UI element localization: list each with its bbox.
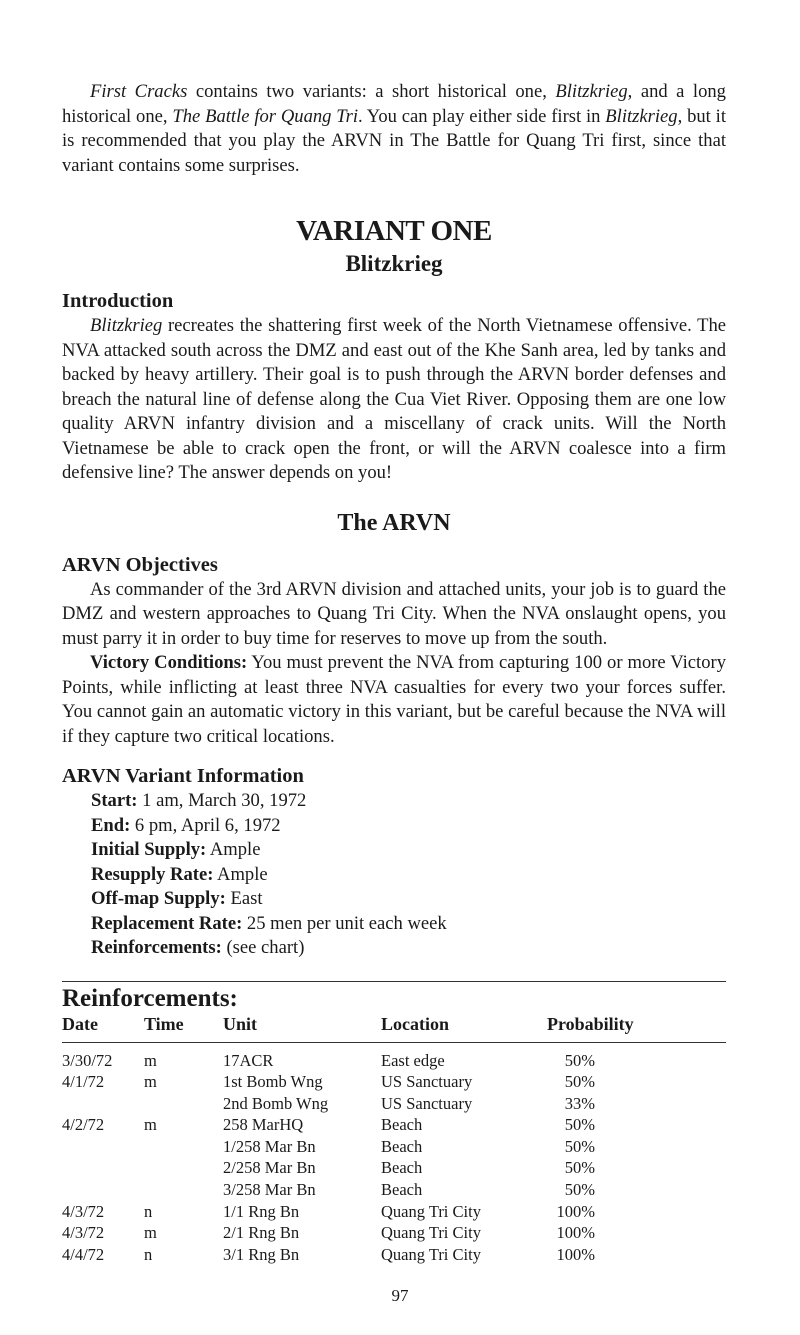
cell-date: 3/30/72 [62, 1050, 113, 1070]
info-initial-supply [91, 838, 726, 863]
info-label: Replacement Rate: [91, 912, 243, 934]
info-label: Reinforcements: [91, 937, 222, 958]
cell-unit: 2/258 Mar Bn [223, 1158, 316, 1178]
cell-date: 4/4/72 [62, 1244, 105, 1264]
col-probability-header: Probability [547, 1013, 634, 1034]
info-value: 25 men per unit each week [242, 912, 447, 934]
page-number: 97 [391, 1286, 409, 1305]
cell-probability: 50% [564, 1158, 595, 1178]
cell-probability: 50% [564, 1072, 595, 1092]
col-location-header: Location [381, 1013, 450, 1034]
cell-probability: 50% [564, 1136, 595, 1156]
cell-location: Beach [381, 1158, 423, 1178]
info-value: 1 am, March 30, 1972 [137, 790, 307, 811]
col-unit-header: Unit [223, 1013, 258, 1034]
cell-date: 4/2/72 [62, 1115, 105, 1135]
introduction-heading: Introduction [62, 290, 174, 312]
cell-location: Beach [381, 1180, 423, 1200]
intro-paragraph [62, 80, 726, 178]
cell-time: m [144, 1072, 157, 1092]
cell-unit: 258 MarHQ [223, 1115, 304, 1135]
objectives-heading: ARVN Objectives [62, 553, 218, 576]
cell-date: 4/3/72 [62, 1201, 105, 1221]
table-row [62, 1072, 726, 1094]
info-replacement-rate [91, 912, 726, 937]
cell-probability: 50% [564, 1115, 595, 1135]
text-run: , but it is recommended that you play the ARVN in The Battle for Quang Tri first, since that variant contains some surprises. [62, 105, 726, 176]
info-value: (see chart) [221, 937, 305, 958]
table-top-rule [62, 981, 726, 982]
cell-probability: 100% [556, 1223, 595, 1243]
table-row [62, 1115, 726, 1137]
text-run: , and a long historical one, [62, 81, 726, 127]
text-run: contains two variants: a short historical one, [187, 81, 556, 102]
table-row [62, 1158, 726, 1180]
cell-location: US Sanctuary [381, 1093, 473, 1113]
table-row [62, 1180, 726, 1202]
cell-unit: 1/258 Mar Bn [223, 1136, 316, 1156]
cell-unit: 1st Bomb Wng [223, 1072, 323, 1092]
cell-unit: 17ACR [223, 1050, 274, 1070]
table-row [62, 1245, 726, 1267]
cell-location: Beach [381, 1115, 423, 1135]
col-time-header: Time [144, 1013, 184, 1034]
cell-probability: 100% [556, 1244, 595, 1264]
cell-unit: 3/258 Mar Bn [223, 1180, 316, 1200]
table-row [62, 1094, 726, 1116]
cell-probability: 50% [564, 1180, 595, 1200]
objectives-paragraph: As commander of the 3rd ARVN division and attached units, your job is to guard the DMZ and western approaches to Quang Tri City. When the NVA onslaught opens, you must parry it in order to buy time for reserves to move up from the south. [62, 578, 726, 649]
variant-info-list [91, 789, 726, 961]
document-page [62, 80, 726, 1266]
info-label: Off-map Supply: [91, 888, 226, 909]
cell-probability: 50% [564, 1050, 595, 1070]
cell-unit: 2nd Bomb Wng [223, 1093, 329, 1113]
info-label: Resupply Rate: [91, 863, 214, 885]
table-row [62, 1202, 726, 1224]
variant-subtitle: Blitzkrieg [345, 251, 443, 276]
info-offmap-supply [91, 887, 726, 912]
info-label: End: [91, 814, 131, 836]
cell-unit: 2/1 Rng Bn [223, 1223, 300, 1243]
cell-date: 4/3/72 [62, 1223, 105, 1243]
info-value: East [225, 888, 263, 909]
cell-location: Quang Tri City [381, 1223, 481, 1243]
text-run: You must prevent the NVA from capturing 100 or more Victory Points, while inflicting at least three NVA casualties for every two your forces suffer. You cannot gain an automatic victory in this variant, but be careful because the NVA will if they capture two critical locations. [62, 652, 726, 747]
italic-title: Blitzkrieg [605, 105, 678, 127]
cell-location: US Sanctuary [381, 1072, 473, 1092]
info-start [91, 789, 726, 814]
info-value: Ample [206, 839, 261, 860]
table-header [62, 1014, 726, 1038]
cell-time: n [144, 1201, 153, 1221]
italic-title: Blitzkrieg [555, 81, 628, 102]
cell-location: Quang Tri City [381, 1201, 481, 1221]
info-value: Ample [213, 863, 268, 885]
info-resupply-rate [91, 863, 726, 888]
info-value: 6 pm, April 6, 1972 [130, 814, 281, 836]
cell-probability: 33% [564, 1093, 595, 1113]
victory-label: Victory Conditions: [90, 652, 248, 673]
cell-location: Beach [381, 1136, 423, 1156]
reinforcements-title: Reinforcements: [62, 984, 238, 1012]
info-label: Initial Supply: [91, 839, 207, 860]
cell-time: m [144, 1050, 157, 1070]
table-header-rule [62, 1042, 726, 1043]
cell-time: n [144, 1244, 153, 1264]
cell-probability: 100% [556, 1201, 595, 1221]
info-end [91, 814, 726, 839]
col-date-header: Date [62, 1013, 98, 1034]
cell-time: m [144, 1223, 157, 1243]
italic-title: Blitzkrieg [90, 315, 163, 336]
italic-title: The Battle for Quang Tri [172, 105, 359, 127]
cell-unit: 3/1 Rng Bn [223, 1244, 300, 1264]
table-body [62, 1051, 726, 1267]
italic-title: First Cracks [90, 81, 188, 102]
arvn-heading: The ARVN [337, 509, 451, 536]
table-row [62, 1051, 726, 1073]
info-label: Start: [91, 790, 138, 811]
info-reinforcements [91, 936, 726, 961]
cell-date: 4/1/72 [62, 1072, 105, 1092]
cell-location: Quang Tri City [381, 1244, 481, 1264]
text-run: . You can play either side first in [358, 105, 606, 127]
variant-title: VARIANT ONE [296, 215, 492, 247]
introduction-paragraph [62, 314, 726, 486]
cell-unit: 1/1 Rng Bn [223, 1201, 300, 1221]
victory-paragraph [62, 651, 726, 749]
cell-location: East edge [381, 1050, 445, 1070]
table-row [62, 1223, 726, 1245]
cell-time: m [144, 1115, 157, 1135]
variant-info-heading: ARVN Variant Information [62, 765, 304, 787]
table-row [62, 1137, 726, 1159]
text-run: recreates the shattering first week of the North Vietnamese offensive. The NVA attacked south across the DMZ and east out of the Khe Sanh area, led by tanks and backed by heavy artillery. Their goal is to push through the ARVN border defenses and breach the natural line of defense along the Cua Viet River. Opposing them are one low quality ARVN infantry division and a miscellany of crack units. Will the North Vietnamese be able to crack open the front, or will the ARVN coalesce into a firm defensive line? The answer depends on you! [62, 315, 726, 483]
